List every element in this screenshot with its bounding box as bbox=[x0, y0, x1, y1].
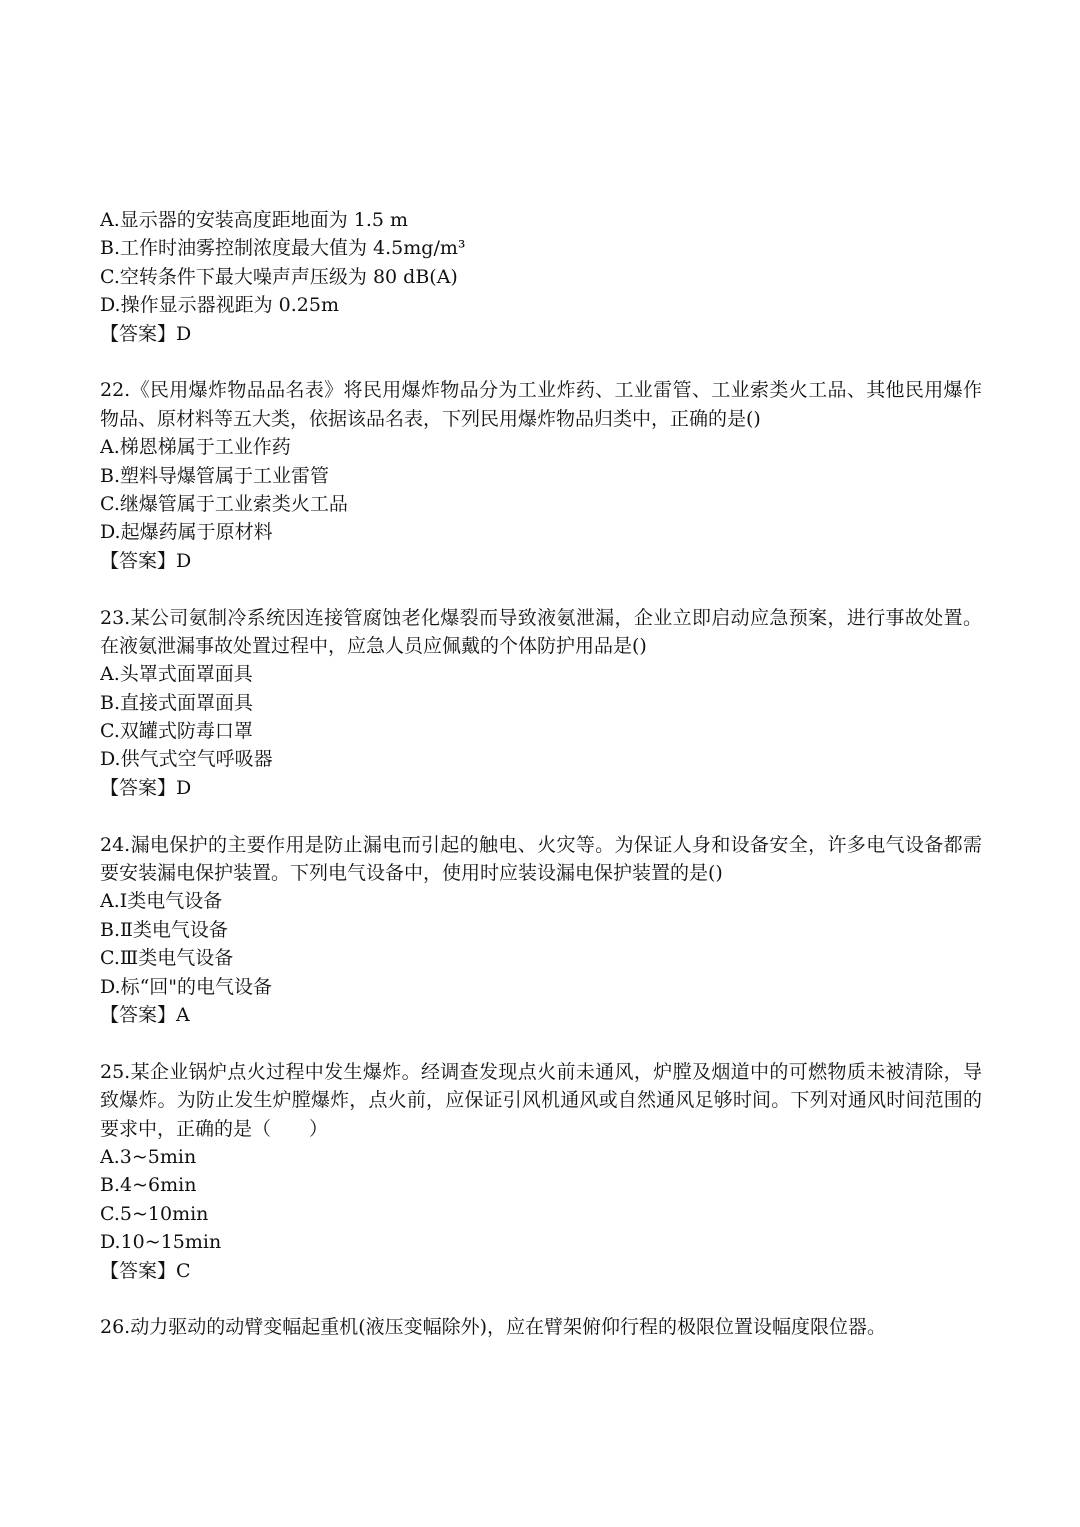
question-26 bbox=[100, 1313, 982, 1341]
option-line: C.Ⅲ类电气设备 bbox=[100, 947, 234, 970]
option-line: A.Ⅰ类电气设备 bbox=[100, 890, 223, 913]
option-line: A.头罩式面罩面具 bbox=[100, 663, 253, 686]
answer-line: 【答案】D bbox=[100, 322, 192, 345]
option-line: B.4~6min bbox=[100, 1174, 197, 1197]
option-line: C.双罐式防毒口罩 bbox=[100, 720, 253, 743]
option-line: A.梯恩梯属于工业作药 bbox=[100, 436, 291, 459]
answer-line: 【答案】C bbox=[100, 1259, 191, 1282]
option-line: B.塑料导爆管属于工业雷管 bbox=[100, 464, 330, 487]
option-line: D.标“回"的电气设备 bbox=[100, 975, 273, 998]
option-line: D.操作显示器视距为 0.25m bbox=[100, 294, 339, 317]
question-stem: 25.某企业锅炉点火过程中发生爆炸。经调查发现点火前未通风，炉膛及烟道中的可燃物质未被清除，导致爆炸。为防止发生炉膛爆炸，点火前，应保证引风机通风或自然通风足够时间。下列对通风时间范围的要求中，正确的是（ ） bbox=[100, 1060, 982, 1140]
answer-line: 【答案】A bbox=[100, 1004, 190, 1027]
question-22 bbox=[100, 376, 982, 575]
spacer bbox=[100, 575, 982, 603]
option-line: A.显示器的安装高度距地面为 1.5 m bbox=[100, 209, 409, 231]
spacer bbox=[100, 802, 982, 830]
question-stem: 26.动力驱动的动臂变幅起重机(液压变幅除外)，应在臂架俯仰行程的极限位置设幅度限位器。 bbox=[100, 1316, 887, 1339]
question-24 bbox=[100, 831, 982, 1030]
option-line: B.Ⅱ类电气设备 bbox=[100, 918, 228, 941]
option-line: C.5~10min bbox=[100, 1202, 209, 1225]
question-stem: 22.《民用爆炸物品品名表》将民用爆炸物品分为工业炸药、工业雷管、工业索类火工品、其他民用爆作物品、原材料等五大类，依据该品名表，下列民用爆炸物品归类中，正确的是() bbox=[100, 379, 982, 430]
spacer bbox=[100, 1285, 982, 1313]
question-stem: 24.漏电保护的主要作用是防止漏电而引起的触电、火灾等。为保证人身和设备安全，许多电气设备都需要安装漏电保护装置。下列电气设备中，使用时应装设漏电保护装置的是() bbox=[100, 833, 982, 885]
option-line: D.10~15min bbox=[100, 1231, 222, 1254]
option-line: D.起爆药属于原材料 bbox=[100, 521, 273, 544]
option-line: B.直接式面罩面具 bbox=[100, 691, 254, 714]
question-stem: 23.某公司氨制冷系统因连接管腐蚀老化爆裂而导致液氨泄漏，企业立即启动应急预案，进行事故处置。在液氨泄漏事故处置过程中，应急人员应佩戴的个体防护用品是() bbox=[100, 606, 982, 657]
answer-line: 【答案】D bbox=[100, 776, 192, 799]
option-line: C.继爆管属于工业索类火工品 bbox=[100, 492, 348, 515]
option-line: B.工作时油雾控制浓度最大值为 4.5mg/m³ bbox=[100, 237, 466, 260]
option-line: C.空转条件下最大噪声声压级为 80 dB(A) bbox=[100, 265, 458, 288]
option-line: D.供气式空气呼吸器 bbox=[100, 748, 273, 771]
question-23 bbox=[100, 604, 982, 803]
question-content bbox=[100, 206, 982, 1342]
prev-question-tail bbox=[100, 206, 982, 348]
spacer bbox=[100, 348, 982, 376]
question-25 bbox=[100, 1058, 982, 1285]
answer-line: 【答案】D bbox=[100, 549, 192, 572]
option-line: A.3~5min bbox=[100, 1146, 197, 1169]
spacer bbox=[100, 1029, 982, 1057]
